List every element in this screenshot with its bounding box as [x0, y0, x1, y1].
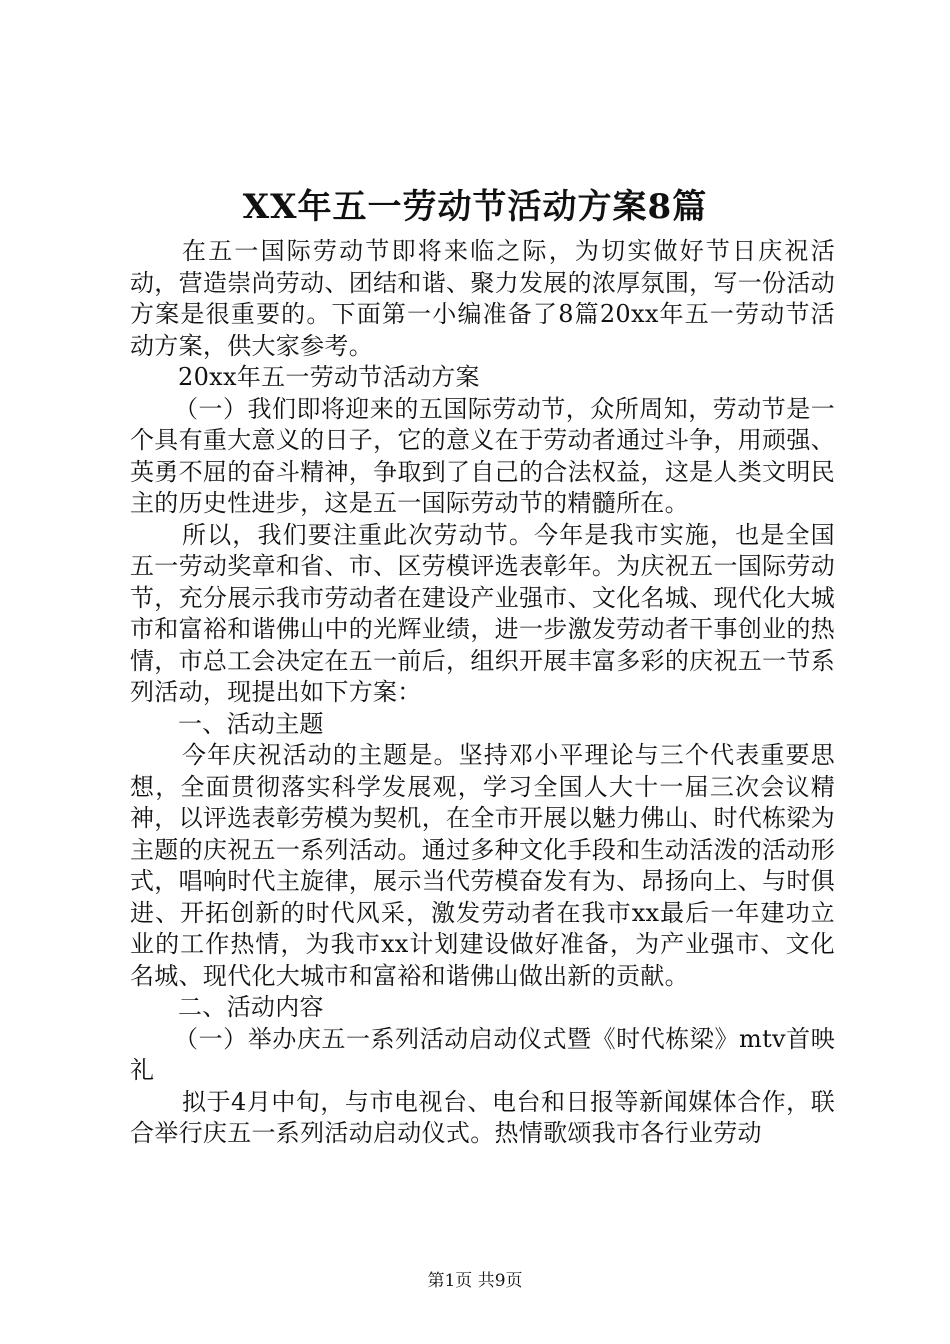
paragraph-theme: 今年庆祝活动的主题是。坚持邓小平理论与三个代表重要思想，全面贯彻落实科学发展观，学习全国人大十一届三次会议精神，以评选表彰劳模为契机，在全市开展以魅力佛山、时代栋梁为主题的庆祝五一系列活动。通过多种文化手段和生动活泼的活动形式，唱响时代主旋律，展示当代劳模奋发有为、昂扬向上、与时俱进、开拓创新的时代风采，激发劳动者在我市xx最后一年建功立业的工作热情，为我市xx计划建设做好准备，为产业强市、文化名城、现代化大城市和富裕和谐佛山做出新的贡献。 [130, 741, 835, 990]
heading-activity-theme: 一、活动主题 [178, 709, 324, 738]
paragraph-content-detail: 拟于4月中旬，与市电视台、电台和日报等新闻媒体合作，联合举行庆五一系列活动启动仪式。热情歌颂我市各行业劳动 [130, 1087, 835, 1147]
page-footer: 第1页 共9页 [427, 1271, 523, 1291]
paragraph-content-item-1: （一）举办庆五一系列活动启动仪式暨《时代栋梁》mtv首映礼 [130, 1024, 835, 1084]
paragraph-subtitle: 20xx年五一劳动节活动方案 [178, 363, 480, 391]
paragraph-intro: 在五一国际劳动节即将来临之际，为切实做好节日庆祝活动，营造崇尚劳动、团结和谐、聚力发展的浓厚氛围，写一份活动方案是很重要的。下面第一小编准备了8篇20xx年五一劳动节活动方案，供大家参考。 [130, 237, 835, 360]
document-title: XX年五一劳动节活动方案8篇 [242, 187, 708, 227]
paragraph-background: 所以，我们要注重此次劳动节。今年是我市实施，也是全国五一劳动奖章和省、市、区劳模评选表彰年。为庆祝五一国际劳动节，充分展示我市劳动者在建设产业强市、文化名城、现代化大城市和富裕和谐佛山中的光辉业绩，进一步激发劳动者干事创业的热情，市总工会决定在五一前后，组织开展丰富多彩的庆祝五一节系列活动，现提出如下方案： [130, 520, 835, 706]
heading-activity-content: 二、活动内容 [178, 993, 324, 1021]
document-body [130, 236, 835, 1150]
paragraph-section-1: （一）我们即将迎来的五国际劳动节，众所周知，劳动节是一个具有重大意义的日子，它的意义在于劳动者通过斗争，用顽强、英勇不屈的奋斗精神，争取到了自己的合法权益，这是人类文明民主的历史性进步，这是五一国际劳动节的精髓所在。 [130, 394, 835, 517]
